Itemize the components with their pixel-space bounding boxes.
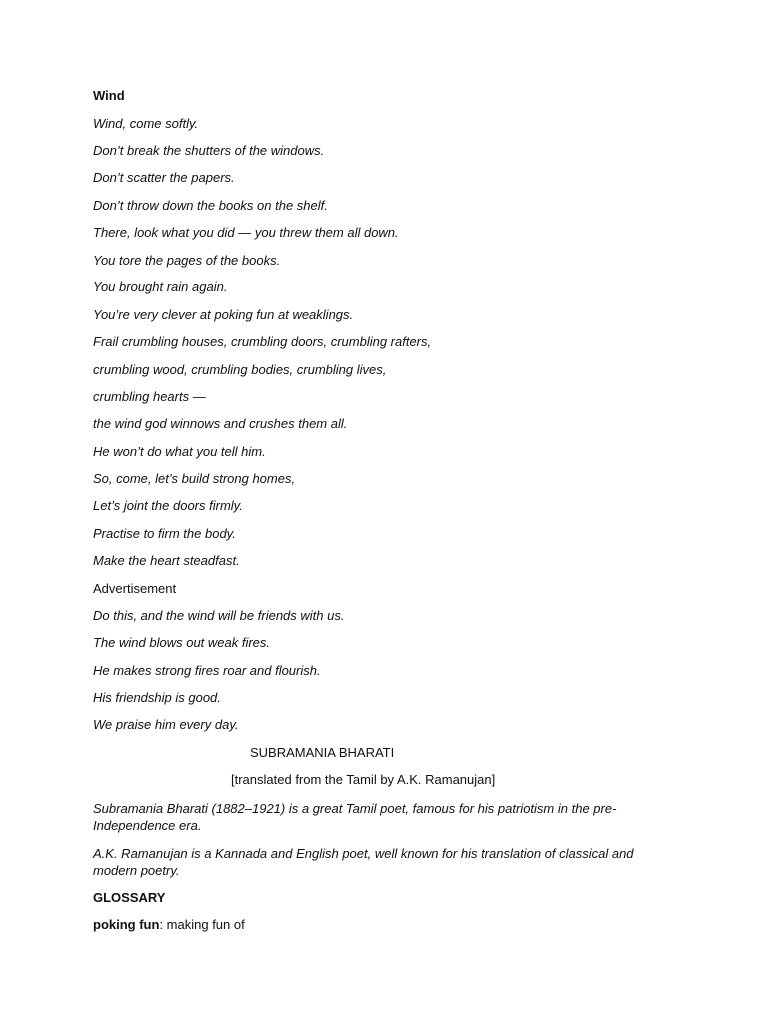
poem-line: Don’t break the shutters of the windows.: [93, 143, 325, 158]
poem-line: He makes strong fires roar and flourish.: [93, 663, 321, 678]
glossary-heading: GLOSSARY: [93, 890, 166, 905]
poem-line: Do this, and the wind will be friends with us.: [93, 608, 345, 623]
glossary-definition: making fun of: [163, 917, 245, 932]
translation-note: [translated from the Tamil by A.K. Ramanujan]: [231, 772, 496, 787]
poem-line: Practise to firm the body.: [93, 526, 236, 541]
poem-line: We praise him every day.: [93, 717, 239, 732]
poem-line: You brought rain again.: [93, 279, 228, 294]
poem-line: You tore the pages of the books.: [93, 253, 281, 268]
poem-line: Don’t throw down the books on the shelf.: [93, 198, 328, 213]
poem-line: He won’t do what you tell him.: [93, 444, 266, 459]
poem-line: Wind, come softly.: [93, 116, 199, 131]
poem-line: the wind god winnows and crushes them all.: [93, 416, 348, 431]
poem-line: So, come, let’s build strong homes,: [93, 471, 296, 486]
author-bio: Subramania Bharati (1882–1921) is a great Tamil poet, famous for his patriotism in the pre-Independence era.: [93, 801, 617, 833]
poem-title: Wind: [93, 88, 125, 103]
poem-line: The wind blows out weak fires.: [93, 635, 271, 650]
poem-line: crumbling wood, crumbling bodies, crumbling lives,: [93, 362, 387, 377]
glossary-colon: :: [159, 917, 164, 932]
poem-line: There, look what you did — you threw them all down.: [93, 225, 399, 240]
poem-line: You’re very clever at poking fun at weaklings.: [93, 307, 354, 322]
poem-line: Don’t scatter the papers.: [93, 170, 235, 185]
translator-bio: A.K. Ramanujan is a Kannada and English poet, well known for his translation of classical and modern poetry.: [93, 846, 634, 878]
author-name: SUBRAMANIA BHARATI: [250, 745, 395, 760]
poem-line: crumbling hearts —: [93, 389, 206, 404]
poem-line: Frail crumbling houses, crumbling doors, crumbling rafters,: [93, 334, 432, 349]
poem-line: Make the heart steadfast.: [93, 553, 240, 568]
glossary-term: poking fun: [93, 917, 160, 932]
poem-line: Let’s joint the doors firmly.: [93, 498, 243, 513]
glossary-entry: [93, 917, 245, 933]
advertisement-label: Advertisement: [93, 581, 177, 596]
poem-line: His friendship is good.: [93, 690, 221, 705]
